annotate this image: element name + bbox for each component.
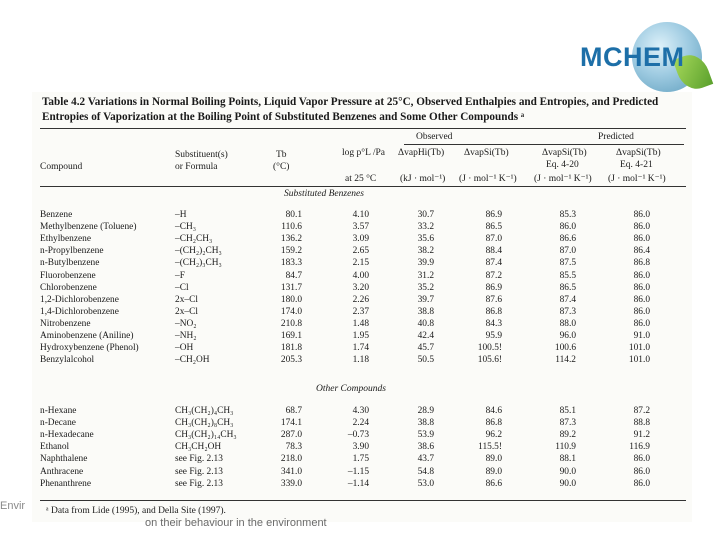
cell-dh: 42.4 bbox=[417, 331, 434, 341]
cell-ds-pred-eq420: 86.5 bbox=[559, 282, 576, 293]
cell-logp: 2.37 bbox=[352, 306, 369, 317]
cell-ds-observed: 86.9 bbox=[485, 210, 502, 220]
table-row bbox=[40, 283, 690, 294]
cell-logp: 4.30 bbox=[352, 406, 369, 416]
slide-caption-bottom: on their behaviour in the environment bbox=[145, 517, 327, 529]
header-compound: Compound bbox=[40, 162, 83, 172]
cell-logp: 3.09 bbox=[352, 234, 369, 245]
cell-ds-pred-eq420: 85.1 bbox=[559, 406, 576, 416]
cell-compound: Benzylalcohol bbox=[40, 355, 95, 366]
table-row bbox=[40, 343, 690, 354]
cell-tb: 174.1 bbox=[280, 418, 302, 429]
section-substituted-benzenes: Substituted Benzenes bbox=[284, 189, 364, 199]
cell-dh: 50.5 bbox=[417, 355, 434, 366]
cell-ds-pred-eq420: 88.1 bbox=[559, 454, 576, 465]
cell-ds-observed: 89.0 bbox=[485, 454, 502, 465]
cell-logp: 1.95 bbox=[352, 331, 369, 341]
header-logp-sub: at 25 °C bbox=[345, 174, 377, 184]
cell-ds-pred-eq421: 86.0 bbox=[633, 270, 650, 281]
cell-ds-observed: 87.4 bbox=[485, 258, 502, 269]
cell-ds-pred-eq421: 86.0 bbox=[633, 318, 650, 329]
cell-ds-pred-eq420: 114.2 bbox=[555, 355, 576, 366]
cell-compound: Anthracene bbox=[40, 466, 84, 477]
table-row bbox=[40, 222, 690, 233]
logo-text: MCHEM bbox=[580, 42, 685, 72]
cell-ds-observed: 87.2 bbox=[485, 270, 502, 281]
cell-substituent: CH₃(CH₂)₁₄CH₃ bbox=[175, 430, 237, 441]
cell-ds-pred-eq420: 110.9 bbox=[555, 442, 576, 453]
cell-ds-pred-eq421: 86.0 bbox=[633, 466, 650, 477]
cell-ds-pred-eq420: 87.5 bbox=[559, 258, 576, 269]
cell-ds-pred-eq420: 87.3 bbox=[559, 418, 576, 429]
cell-ds-pred-eq420: 85.5 bbox=[559, 270, 576, 281]
header-ds-observed: ΔvapSi(Tb) bbox=[464, 148, 509, 158]
cell-dh: 38.8 bbox=[417, 306, 434, 317]
cell-ds-observed: 105.6! bbox=[477, 355, 502, 366]
cell-ds-pred-eq421: 86.0 bbox=[633, 234, 650, 245]
header-ds-pred2: ΔvapSi(Tb) bbox=[616, 148, 661, 158]
table-row bbox=[40, 295, 690, 306]
cell-ds-pred-eq420: 90.0 bbox=[559, 466, 576, 477]
header-substituent: Substituent(s) bbox=[175, 150, 228, 160]
cell-tb: 180.0 bbox=[280, 294, 302, 305]
cell-ds-pred-eq421: 86.8 bbox=[633, 258, 650, 269]
cell-ds-pred-eq420: 88.0 bbox=[559, 318, 576, 329]
cell-ds-pred-eq421: 87.2 bbox=[633, 406, 650, 416]
cell-logp: 3.20 bbox=[352, 282, 369, 293]
header-predicted: Predicted bbox=[598, 132, 634, 142]
cell-ds-pred-eq420: 86.0 bbox=[559, 222, 576, 233]
section-other-compounds: Other Compounds bbox=[316, 384, 386, 394]
cell-tb: 174.0 bbox=[280, 306, 302, 317]
cell-tb: 218.0 bbox=[280, 454, 302, 465]
table-row bbox=[40, 418, 690, 429]
cell-tb: 84.7 bbox=[285, 270, 302, 281]
cell-dh: 33.2 bbox=[417, 222, 434, 233]
cell-ds-pred-eq421: 86.0 bbox=[633, 282, 650, 293]
cell-ds-observed: 89.0 bbox=[485, 466, 502, 477]
cell-tb: 80.1 bbox=[285, 210, 302, 220]
cell-compound: 1,2-Dichlorobenzene bbox=[40, 294, 119, 305]
header-ds-pred1-eq: Eq. 4-20 bbox=[546, 160, 579, 170]
cell-tb: 169.1 bbox=[280, 331, 302, 341]
cell-ds-pred-eq421: 88.8 bbox=[633, 418, 650, 429]
cell-logp: 1.74 bbox=[352, 343, 369, 354]
cell-logp: 2.26 bbox=[352, 294, 369, 305]
cell-ds-observed: 88.4 bbox=[485, 246, 502, 257]
cell-substituent: –(CH₂)₂CH₃ bbox=[175, 246, 222, 257]
cell-compound: n-Butylbenzene bbox=[40, 258, 100, 269]
cell-substituent: –NO₂ bbox=[175, 318, 197, 329]
table-row bbox=[40, 271, 690, 282]
cell-tb: 210.8 bbox=[280, 318, 302, 329]
cell-tb: 110.6 bbox=[281, 222, 302, 233]
cell-logp: 4.00 bbox=[352, 270, 369, 281]
header-ds-pred1-unit: (J · mol⁻¹ K⁻¹) bbox=[534, 174, 592, 184]
cell-dh: 28.9 bbox=[417, 406, 434, 416]
cell-ds-pred-eq420: 87.3 bbox=[559, 306, 576, 317]
header-tb-unit: (°C) bbox=[273, 162, 290, 172]
cell-substituent: see Fig. 2.13 bbox=[175, 454, 223, 465]
cell-substituent: –H bbox=[175, 210, 187, 220]
cell-ds-observed: 84.3 bbox=[485, 318, 502, 329]
cell-ds-pred-eq421: 101.0 bbox=[628, 355, 650, 366]
table-row bbox=[40, 467, 690, 478]
cell-ds-pred-eq420: 96.0 bbox=[559, 331, 576, 341]
cell-ds-observed: 96.2 bbox=[485, 430, 502, 441]
cell-dh: 45.7 bbox=[417, 343, 434, 354]
cell-substituent: see Fig. 2.13 bbox=[175, 466, 223, 477]
cell-ds-pred-eq420: 87.4 bbox=[559, 294, 576, 305]
cell-tb: 136.2 bbox=[280, 234, 302, 245]
cell-substituent: –CH₃ bbox=[175, 222, 196, 233]
cell-ds-observed: 86.6 bbox=[485, 478, 502, 489]
cell-compound: Phenanthrene bbox=[40, 478, 92, 489]
cell-ds-observed: 115.5! bbox=[478, 442, 502, 453]
cell-ds-observed: 95.9 bbox=[485, 331, 502, 341]
cell-substituent: –OH bbox=[175, 343, 194, 354]
cell-dh: 38.8 bbox=[417, 418, 434, 429]
cell-logp: 2.24 bbox=[352, 418, 369, 429]
cell-ds-pred-eq421: 91.0 bbox=[633, 331, 650, 341]
table-row bbox=[40, 319, 690, 330]
cell-dh: 54.8 bbox=[417, 466, 434, 477]
cell-substituent: 2x–Cl bbox=[175, 294, 198, 305]
cell-ds-pred-eq421: 86.4 bbox=[633, 246, 650, 257]
cell-ds-observed: 84.6 bbox=[485, 406, 502, 416]
cell-substituent: 2x–Cl bbox=[175, 306, 198, 317]
cell-compound: 1,4-Dichlorobenzene bbox=[40, 306, 119, 317]
cell-ds-pred-eq421: 86.0 bbox=[633, 294, 650, 305]
cell-tb: 205.3 bbox=[280, 355, 302, 366]
cell-substituent: –CH₂OH bbox=[175, 355, 210, 366]
table-row bbox=[40, 331, 690, 342]
cell-dh: 31.2 bbox=[417, 270, 434, 281]
top-rule bbox=[40, 128, 686, 129]
cell-ds-pred-eq421: 91.2 bbox=[633, 430, 650, 441]
cell-tb: 159.2 bbox=[280, 246, 302, 257]
cell-tb: 341.0 bbox=[280, 466, 302, 477]
table-row bbox=[40, 454, 690, 465]
cell-substituent: –NH₂ bbox=[175, 331, 197, 341]
cell-tb: 339.0 bbox=[280, 478, 302, 489]
cell-compound: Naphthalene bbox=[40, 454, 88, 465]
table-row bbox=[40, 479, 690, 490]
cell-compound: Nitrobenzene bbox=[40, 318, 91, 329]
header-ds-observed-unit: (J · mol⁻¹ K⁻¹) bbox=[459, 174, 517, 184]
header-ds-pred2-unit: (J · mol⁻¹ K⁻¹) bbox=[608, 174, 666, 184]
cell-ds-pred-eq421: 101.0 bbox=[628, 343, 650, 354]
header-ds-pred1: ΔvapSi(Tb) bbox=[542, 148, 587, 158]
cell-dh: 40.8 bbox=[417, 318, 434, 329]
cell-dh: 38.2 bbox=[417, 246, 434, 257]
table-row bbox=[40, 307, 690, 318]
cell-logp: –1.15 bbox=[347, 466, 369, 477]
cell-tb: 183.3 bbox=[280, 258, 302, 269]
cell-compound: Benzene bbox=[40, 210, 73, 220]
cell-substituent: see Fig. 2.13 bbox=[175, 478, 223, 489]
cell-dh: 38.6 bbox=[417, 442, 434, 453]
table-row bbox=[40, 430, 690, 441]
cell-tb: 131.7 bbox=[280, 282, 302, 293]
cell-compound: n-Propylbenzene bbox=[40, 246, 104, 257]
cell-ds-observed: 87.6 bbox=[485, 294, 502, 305]
cell-ds-observed: 86.9 bbox=[485, 282, 502, 293]
cell-logp: 1.18 bbox=[352, 355, 369, 366]
cell-ds-pred-eq421: 86.0 bbox=[633, 478, 650, 489]
table-row bbox=[40, 355, 690, 366]
cell-compound: n-Hexane bbox=[40, 406, 77, 416]
header-logp: log p°L /Pa bbox=[342, 148, 386, 158]
header-ds-pred2-eq: Eq. 4-21 bbox=[620, 160, 653, 170]
cell-tb: 68.7 bbox=[285, 406, 302, 416]
header-dh: ΔvapHi(Tb) bbox=[398, 148, 445, 158]
cell-compound: Fluorobenzene bbox=[40, 270, 96, 281]
header-substituent-formula: or Formula bbox=[175, 162, 218, 172]
table-row bbox=[40, 258, 690, 269]
cell-ds-pred-eq421: 86.0 bbox=[633, 454, 650, 465]
cell-compound: Ethylbenzene bbox=[40, 234, 92, 245]
cell-dh: 39.9 bbox=[417, 258, 434, 269]
table-row bbox=[40, 246, 690, 257]
cell-ds-pred-eq420: 100.6 bbox=[554, 343, 576, 354]
mchem-logo bbox=[574, 14, 714, 96]
cell-ds-pred-eq421: 86.0 bbox=[633, 222, 650, 233]
cell-logp: –1.14 bbox=[347, 478, 369, 489]
cell-compound: n-Hexadecane bbox=[40, 430, 94, 441]
cell-ds-pred-eq421: 86.0 bbox=[633, 210, 650, 220]
cell-ds-pred-eq421: 116.9 bbox=[629, 442, 650, 453]
header-observed: Observed bbox=[416, 132, 453, 142]
cell-compound: Methylbenzene (Toluene) bbox=[40, 222, 137, 233]
cell-ds-pred-eq421: 86.0 bbox=[633, 306, 650, 317]
cell-substituent: CH₃CH₂OH bbox=[175, 442, 222, 453]
cell-dh: 39.7 bbox=[417, 294, 434, 305]
table-title: Table 4.2 Variations in Normal Boiling Points, Liquid Vapor Pressure at 25°C, Observed Enthalpies and Entropies, and Predicted Entropies of Vaporization at the Boiling Point of Substituted Benzenes and Some Other Compounds ᵃ bbox=[42, 96, 659, 123]
cell-logp: 2.65 bbox=[352, 246, 369, 257]
cell-logp: 2.15 bbox=[352, 258, 369, 269]
cell-dh: 35.6 bbox=[417, 234, 434, 245]
cell-compound: Ethanol bbox=[40, 442, 70, 453]
cell-ds-pred-eq420: 85.3 bbox=[559, 210, 576, 220]
bottom-rule bbox=[40, 500, 686, 501]
slide-caption-left: Envir bbox=[0, 500, 26, 512]
cell-dh: 43.7 bbox=[417, 454, 434, 465]
cell-substituent: –CH₂CH₃ bbox=[175, 234, 213, 245]
cell-dh: 53.0 bbox=[417, 478, 434, 489]
cell-ds-observed: 100.5! bbox=[477, 343, 502, 354]
cell-compound: Chlorobenzene bbox=[40, 282, 97, 293]
cell-dh: 53.9 bbox=[417, 430, 434, 441]
cell-substituent: –F bbox=[175, 270, 185, 281]
cell-ds-observed: 86.5 bbox=[485, 222, 502, 233]
header-tb: Tb bbox=[276, 150, 287, 160]
cell-tb: 181.8 bbox=[280, 343, 302, 354]
cell-ds-pred-eq420: 87.0 bbox=[559, 246, 576, 257]
header-bottom-rule bbox=[40, 186, 686, 187]
table-row bbox=[40, 442, 690, 453]
cell-compound: Hydroxybenzene (Phenol) bbox=[40, 343, 139, 354]
cell-ds-pred-eq420: 89.2 bbox=[559, 430, 576, 441]
cell-ds-observed: 86.8 bbox=[485, 306, 502, 317]
table-footnote: ᵃ Data from Lide (1995), and Della Site (1997). bbox=[46, 506, 226, 516]
table-row bbox=[40, 406, 690, 417]
cell-compound: n-Decane bbox=[40, 418, 76, 429]
scanned-table-page bbox=[32, 92, 692, 522]
cell-substituent: CH₃(CH₂)₈CH₃ bbox=[175, 418, 234, 429]
cell-ds-observed: 86.8 bbox=[485, 418, 502, 429]
cell-ds-pred-eq420: 90.0 bbox=[559, 478, 576, 489]
cell-logp: 4.10 bbox=[352, 210, 369, 220]
cell-dh: 35.2 bbox=[417, 282, 434, 293]
cell-logp: 3.57 bbox=[352, 222, 369, 233]
cell-logp: 1.48 bbox=[352, 318, 369, 329]
cell-substituent: –(CH₂)₃CH₃ bbox=[175, 258, 222, 269]
cell-ds-pred-eq420: 86.6 bbox=[559, 234, 576, 245]
cell-logp: 1.75 bbox=[352, 454, 369, 465]
cell-logp: 3.90 bbox=[352, 442, 369, 453]
cell-logp: –0.73 bbox=[347, 430, 369, 441]
table-row bbox=[40, 210, 690, 221]
header-group-rule bbox=[404, 144, 684, 145]
header-dh-unit: (kJ · mol⁻¹) bbox=[400, 174, 446, 184]
cell-compound: Aminobenzene (Aniline) bbox=[40, 331, 134, 341]
cell-ds-observed: 87.0 bbox=[485, 234, 502, 245]
cell-substituent: CH₃(CH₂)₄CH₃ bbox=[175, 406, 234, 416]
cell-tb: 287.0 bbox=[280, 430, 302, 441]
cell-tb: 78.3 bbox=[285, 442, 302, 453]
table-row bbox=[40, 234, 690, 245]
cell-dh: 30.7 bbox=[417, 210, 434, 220]
cell-substituent: –Cl bbox=[175, 282, 189, 293]
